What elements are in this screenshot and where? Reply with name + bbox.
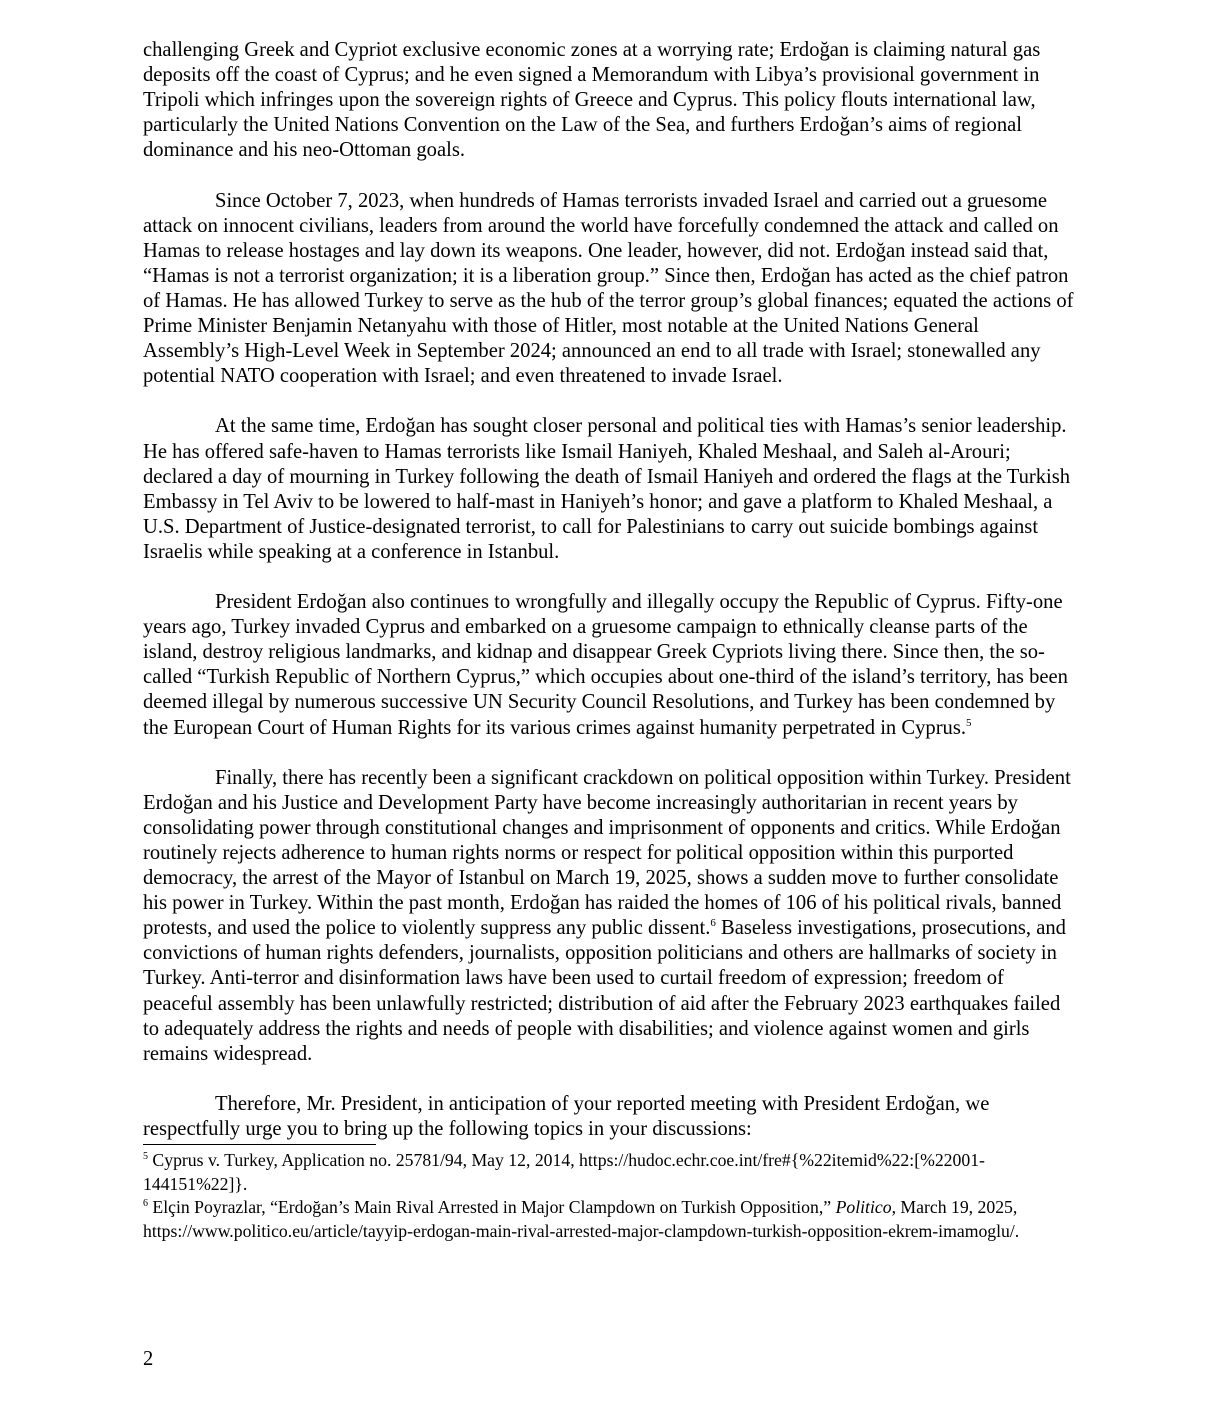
paragraph-text: President Erdoğan also continues to wrongfully and illegally occupy the Republic of Cyprus. Fifty-one years ago, Turkey invaded Cyprus and embarked on a gruesome campaign to ethnically cleanse parts of the island, destroy religious landmarks, and kidnap and disappear Greek Cypriots living there. Since then, the so-called “Turkish Republic of Northern Cyprus,” which occupies about one-third of the island’s territory, has been deemed illegal by numerous successive UN Security Council Resolutions, and Turkey has been condemned by the European Court of Human Rights for its various crimes against humanity perpetrated in Cyprus. <box>143 591 1068 739</box>
paragraph-text: Therefore, Mr. President, in anticipation of your reported meeting with President Erdoğan, we respectfully urge you to bring up the following topics in your discussions: <box>143 1092 990 1141</box>
paragraph-hamas-october-7 <box>143 189 1078 390</box>
footnote-6 <box>143 1196 1078 1243</box>
paragraph-hamas-leadership-ties <box>143 414 1078 565</box>
footnote-reference[interactable]: 6 <box>710 917 716 930</box>
footnote-reference[interactable]: 5 <box>966 716 972 729</box>
page-number: 2 <box>143 1348 154 1370</box>
footnote-publication: Politico <box>835 1197 892 1218</box>
footnote-text: Cyprus v. Turkey, Application no. 25781/94, May 12, 2014, https://hudoc.echr.coe.int/fre#{%22itemid%22:[%22001-144151%22]}. <box>143 1150 985 1194</box>
letter-page <box>143 38 1078 1243</box>
paragraph-request-topics <box>143 1092 1078 1142</box>
footnote-text: , March 19, 2025, https://www.politico.eu/article/tayyip-erdogan-main-rival-arrested-major-clampdown-turkish-opposition-ekrem-imamoglu/. <box>143 1197 1020 1241</box>
footnote-text: Elçin Poyrazlar, “Erdoğan’s Main Rival Arrested in Major Clampdown on Turkish Opposition,” <box>148 1197 836 1218</box>
paragraph-text: At the same time, Erdoğan has sought closer personal and political ties with Hamas’s senior leadership. He has offered safe-haven to Hamas terrorists like Ismail Haniyeh, Khaled Meshaal, and Saleh al-Arouri; declared a day of mourning in Turkey following the death of Ismail Haniyeh and ordered the flags at the Turkish Embassy in Tel Aviv to be lowered to half-mast in Haniyeh’s honor; and gave a platform to Khaled Meshaal, a U.S. Department of Justice-designated terrorist, to call for Palestinians to carry out suicide bombings against Israelis while speaking at a conference in Istanbul. <box>143 415 1071 563</box>
paragraph-text: Baseless investigations, prosecutions, and convictions of human rights defenders, journalists, opposition politicians and others are hallmarks of society in Turkey. Anti-terror and disinformation laws have been used to curtail freedom of expression; freedom of peaceful assembly has been unlawfully restricted; distribution of aid after the February 2023 earthquakes failed to adequately address the rights and needs of people with disabilities; and violence against women and girls remains widespread. <box>143 917 1066 1065</box>
footnote-number: 5 <box>143 1151 148 1163</box>
paragraph-cyprus-occupation <box>143 590 1078 741</box>
paragraph-opposition-crackdown <box>143 766 1078 1067</box>
paragraph-text: challenging Greek and Cypriot exclusive economic zones at a worrying rate; Erdoğan is claiming natural gas deposits off the coast of Cyprus; and he even signed a Memorandum with Libya’s provisional government in Tripoli which infringes upon the sovereign rights of Greece and Cyprus. This policy flouts international law, particularly the United Nations Convention on the Law of the Sea, and furthers Erdoğan’s aims of regional dominance and his neo-Ottoman goals. <box>143 39 1041 162</box>
paragraph-maritime-claims <box>143 38 1078 163</box>
footnote-number: 6 <box>143 1198 148 1210</box>
paragraph-text: Since October 7, 2023, when hundreds of Hamas terrorists invaded Israel and carried out a gruesome attack on innocent civilians, leaders from around the world have forcefully condemned the attack and called on Hamas to release hostages and lay down its weapons. One leader, however, did not. Erdoğan instead said that, “Hamas is not a terrorist organization; it is a liberation group.” Since then, Erdoğan has acted as the chief patron of Hamas. He has allowed Turkey to serve as the hub of the terror group’s global finances; equated the actions of Prime Minister Benjamin Netanyahu with those of Hitler, most notable at the United Nations General Assembly’s High-Level Week in September 2024; announced an end to all trade with Israel; stonewalled any potential NATO cooperation with Israel; and even threatened to invade Israel. <box>143 189 1074 388</box>
footnote-separator <box>143 1144 376 1145</box>
paragraph-text: Finally, there has recently been a significant crackdown on political opposition within Turkey. President Erdoğan and his Justice and Development Party have become increasingly authoritarian in recent years by consolidating power through constitutional changes and imprisonment of opponents and critics. While Erdoğan routinely rejects adherence to human rights norms or respect for political opposition within this purported democracy, the arrest of the Mayor of Istanbul on March 19, 2025, shows a sudden move to further consolidate his power in Turkey. Within the past month, Erdoğan has raided the homes of 106 of his political rivals, banned protests, and used the police to violently suppress any public dissent. <box>143 766 1071 940</box>
footnote-5 <box>143 1149 1078 1196</box>
